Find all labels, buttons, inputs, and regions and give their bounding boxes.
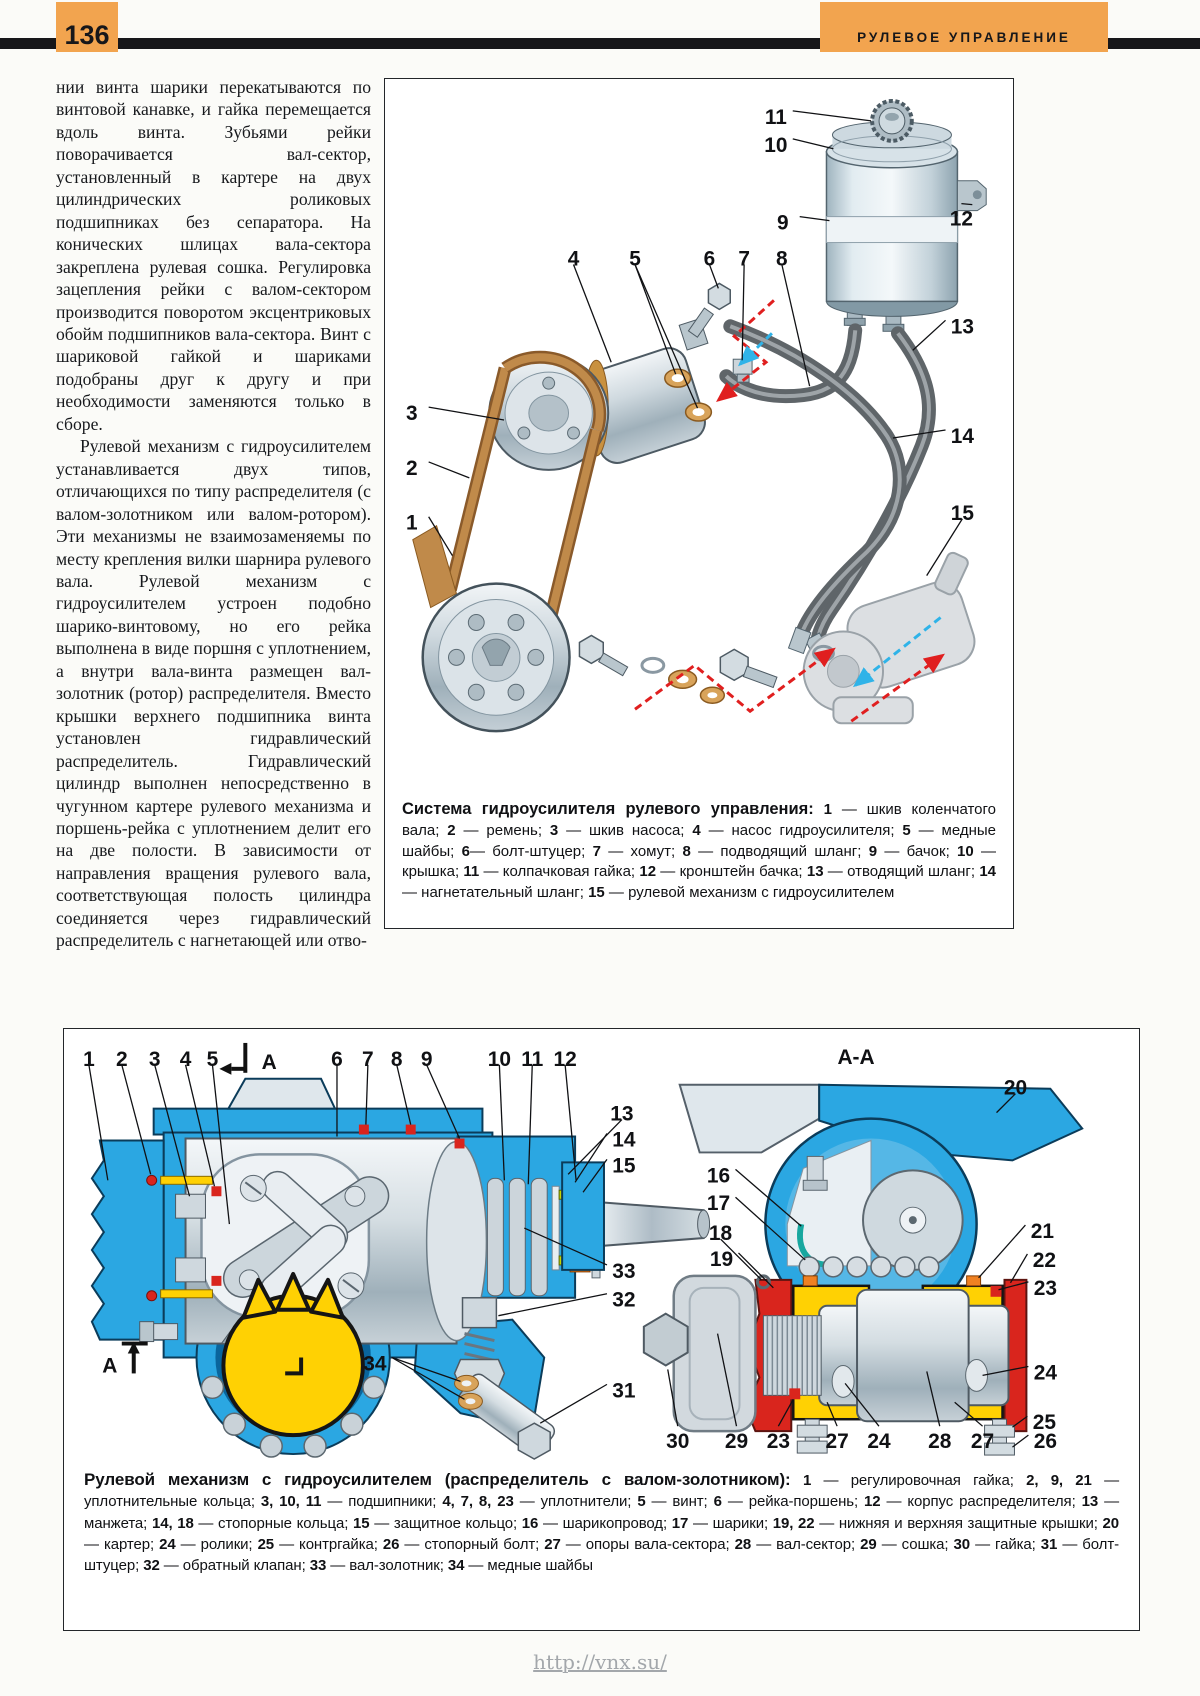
figure2-caption: Рулевой механизм с гидроусилителем (распределитель с валом-золотником): 1 — регулировочная гайка; 2, 9, 21 — уплотнительные кольца; 3, 10, 11 — подшипники; 4, 7, 8, 23 — уплотнители; 5 — винт; 6 — рейка-поршень; 12 — корпус распределителя; 13 — манжета; 14, 18 — стопорные кольца; 15 — защитное кольцо; 16 — шарикопровод; 17 — шарики; 19, 22 — нижняя и верхняя защитные крышки; 20 — картер; 24 — ролики; 25 — контргайка; 26 — стопорный болт; 27 — опоры вала-сектора; 28 — вал-сектор; 29 — сошка; 30 — гайка; 31 — болт-штуцер; 32 — обратный клапан; 33 — вал-золотник; 34 — медные шайбы [84,1470,1120,1575]
spool-valve-shaft [562,1162,709,1270]
callout-number: 12 [553,1047,577,1071]
leader-line [793,139,834,149]
callout-number: 4 [179,1047,192,1071]
callout-number: 19 [709,1247,734,1271]
steering-gear-unit [804,551,981,723]
figure2-art [64,1029,1137,1467]
callout-number: 13 [950,315,974,339]
leader-line [782,264,810,386]
callout-number: 18 [708,1222,733,1246]
leader-line [793,111,871,121]
leader-line [1010,1254,1027,1283]
callout-number: 11 [764,105,787,129]
callout-number: 7 [362,1047,374,1071]
callout-number: 21 [1030,1220,1054,1244]
callout-number: 14 [612,1128,636,1152]
reservoir-bracket [957,181,986,211]
figure1-caption: Система гидроусилителя рулевого управления: 1 — шкив коленчатого вала; 2 — ремень; 3 — шкив насоса; 4 — насос гидроусилителя; 5 — медные шайбы; 6— болт-штуцер; 7 — хомут; 8 — подводящий шланг; 9 — бачок; 10 — крышка; 11 — колпачковая гайка; 12 — кронштейн бачка; 13 — отводящий шланг; 14 — нагнетательный шланг; 15 — рулевой механизм с гидроусилителем [402,800,997,902]
callout-number: 29 [724,1430,749,1454]
leader-line [89,1065,108,1180]
callout-number: 31 [612,1379,636,1403]
callout-number: А-А [837,1045,875,1069]
callout-number: 15 [612,1154,636,1178]
body-text-column [56,76,371,952]
callout-number: 10 [487,1047,512,1071]
callout-number: 25 [1032,1411,1056,1435]
section-mark-top [219,1043,245,1075]
callout-number: 27 [825,1430,849,1454]
callout-number: 32 [612,1288,636,1312]
watermark-link[interactable]: http://vnx.su/ [533,1650,667,1674]
callout-number: 20 [1003,1076,1028,1100]
spline-section [763,1316,821,1396]
callout-number: 9 [420,1047,433,1071]
leader-line [540,1384,607,1423]
callout-number: 3 [148,1047,161,1071]
crankshaft-pulley [423,584,570,732]
callout-number: 8 [390,1047,403,1071]
callout-number: 2 [405,456,418,480]
leader-line [913,320,946,350]
callout-number: 4 [567,247,580,271]
callout-number: 23 [766,1430,790,1454]
callout-number: 5 [629,247,641,271]
section-mark-bottom [122,1342,148,1374]
leader-line [800,217,830,221]
callout-number: А [102,1354,118,1378]
callout-number: 22 [1032,1248,1056,1272]
callout-number: 27 [970,1430,995,1454]
callout-number: 15 [950,501,974,525]
roller-left [832,1365,854,1397]
figure1-frame [384,78,1014,929]
callout-number: 23 [1033,1276,1057,1300]
callout-number: 1 [405,511,418,535]
callout-number: 24 [867,1430,891,1454]
callout-number: 30 [666,1430,690,1454]
callout-number: 1 [83,1047,95,1071]
paragraph: нии винта шарики перекатываются по винтовой канавке, и гайка перемещается вдоль винта. Зубьями рейки поворачивается вал-сектор, установленный в картере на двух цилиндрических роликовых подшипниках без сепаратора. На конических шлицах вала-сектора закреплена рулевая сошка. Регулировка зацепления рейки с валом-сектором производится поворотом эксцентриковых обойм подшипников вала-сектора. Винт с шариковой гайкой и шариками подобраны друг к другу и при необходимости заменяются только в сборе. [56,77,371,434]
callout-number: 6 [331,1047,343,1071]
callout-number: 6 [703,247,716,271]
callout-number: 2 [115,1047,128,1071]
callout-number: 33 [612,1259,636,1283]
leader-line [429,462,470,478]
figure2-frame [63,1028,1140,1631]
page-number: 136 [56,2,118,52]
callout-number: 8 [776,247,788,271]
callout-number: 28 [928,1430,952,1454]
callout-number: 24 [1033,1361,1057,1385]
callout-number: 7 [738,247,750,271]
callout-number: 34 [363,1352,387,1376]
callout-number: 10 [764,133,788,157]
callout-number: 5 [206,1047,219,1071]
leader-line [573,264,611,362]
callout-number: 3 [405,402,418,426]
section-title: РУЛЕВОЕ УПРАВЛЕНИЕ [820,2,1108,52]
callout-number: 12 [949,207,973,231]
callout-number: 16 [706,1164,731,1188]
figure1-art [385,79,1012,795]
callout-number: 14 [950,424,974,448]
callout-number: 17 [706,1192,731,1216]
pitman-arm [644,1276,756,1431]
callout-number: А [261,1050,277,1074]
paragraph: Рулевой механизм с гидроусилителем устанавливается двух типов, отличающихся по типу распределителя (с валом-золотником или валом-ротором). Эти механизмы не взаимозаменяемы по месту крепления вилки шарнира рулевого вала. Рулевой механизм с гидроусилителем устроен подобно шарико-винтовому, но его рейка выполнена в виде поршня с уплотнением, а внутри вала-винта размещен вал-золотник (ротор) распределителя. Вместо крышки верхнего подшипника винта установлен гидравлический распределитель. Гидравлический цилиндр выполнен непосредственно в чугунном картере рулевого механизма и поршень-рейка с уплотнением делит его на две полости. В зависимости от направления вращения рулевого вала, соответствующая полость цилиндра соединяется через гидравлический распределитель с нагнетающей или отво- [56,436,371,951]
callout-number: 9 [777,211,789,235]
callout-number: 26 [1033,1430,1057,1454]
callout-number: 11 [521,1047,544,1071]
callout-number: 13 [610,1102,634,1126]
